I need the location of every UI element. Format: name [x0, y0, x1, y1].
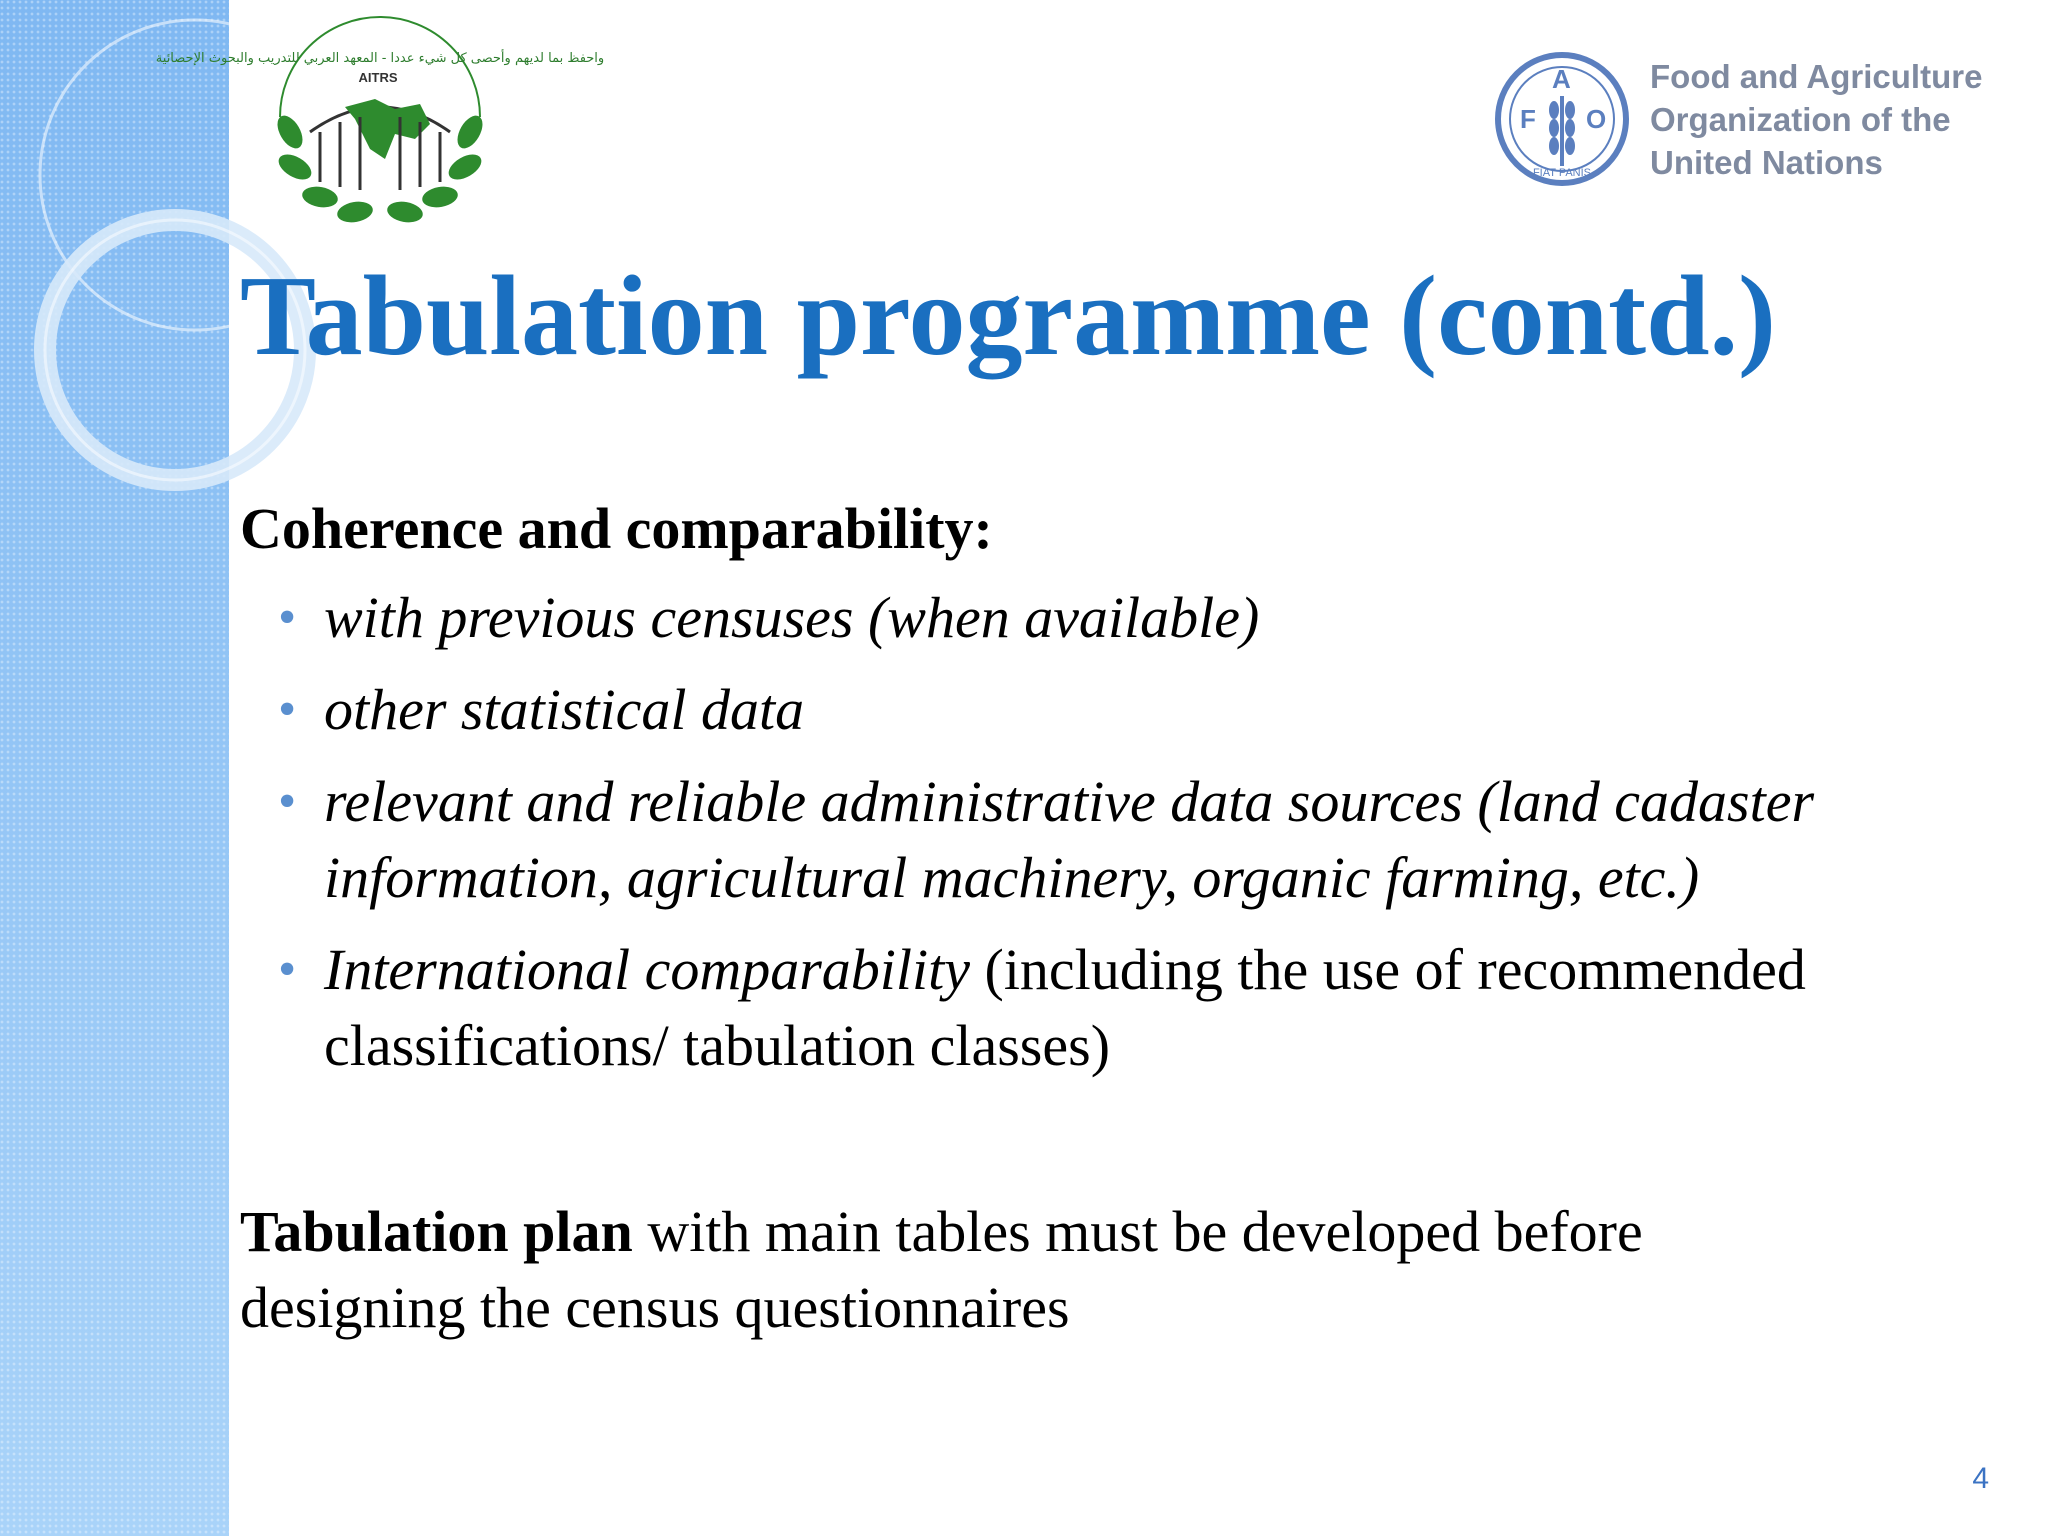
fao-emblem-a: A [1552, 64, 1571, 94]
aitrs-label: AITRS [358, 70, 398, 85]
fao-emblem-f: F [1520, 104, 1536, 134]
bullet-list [240, 580, 1960, 1100]
fao-name-line-3: United Nations [1650, 144, 1883, 181]
bullet-plain-text: (including the use of recommended classifications/ tabulation classes) [324, 937, 1806, 1078]
bullet-item [240, 932, 1960, 1084]
fao-logo [1492, 48, 2012, 190]
fao-name-line-1: Food and Agriculture [1650, 58, 1983, 95]
bullet-item [240, 764, 1960, 916]
bullet-item [240, 672, 1960, 748]
bullet-italic-text: with previous censuses (when available) [324, 585, 1260, 650]
fao-emblem-o: O [1586, 104, 1607, 134]
aitrs-arabic-text: واحفظ بما لديهم وأحصى كل شيء عددا - المعهد العربي للتدريب والبحوث الإحصائية [155, 51, 605, 66]
slide-title: Tabulation programme (contd.) [240, 252, 1776, 379]
fao-emblem-motto: FIAT PANIS [1532, 167, 1592, 179]
page-number: 4 [1972, 1462, 1989, 1495]
tabulation-plan-text: with main tables must be developed before designing the census questionnaires [240, 1199, 1643, 1340]
bullet-dot-icon: • [278, 773, 297, 830]
bullet-item [240, 580, 1960, 656]
fao-name-line-2: Organization of the [1650, 101, 1951, 138]
tabulation-plan-note [240, 1194, 1840, 1346]
bullet-italic-text: other statistical data [324, 677, 805, 742]
tabulation-plan-bold: Tabulation plan [240, 1199, 633, 1264]
aitrs-logo [155, 22, 605, 232]
bullet-italic-text: relevant and reliable administrative data sources (land cadaster information, agricultural machinery, organic farming, etc.) [324, 769, 1815, 910]
bullet-dot-icon: • [278, 589, 297, 646]
subheading: Coherence and comparability: [240, 496, 993, 561]
bullet-dot-icon: • [278, 941, 297, 998]
bullet-dot-icon: • [278, 681, 297, 738]
bullet-italic-text: International comparability [324, 937, 970, 1002]
